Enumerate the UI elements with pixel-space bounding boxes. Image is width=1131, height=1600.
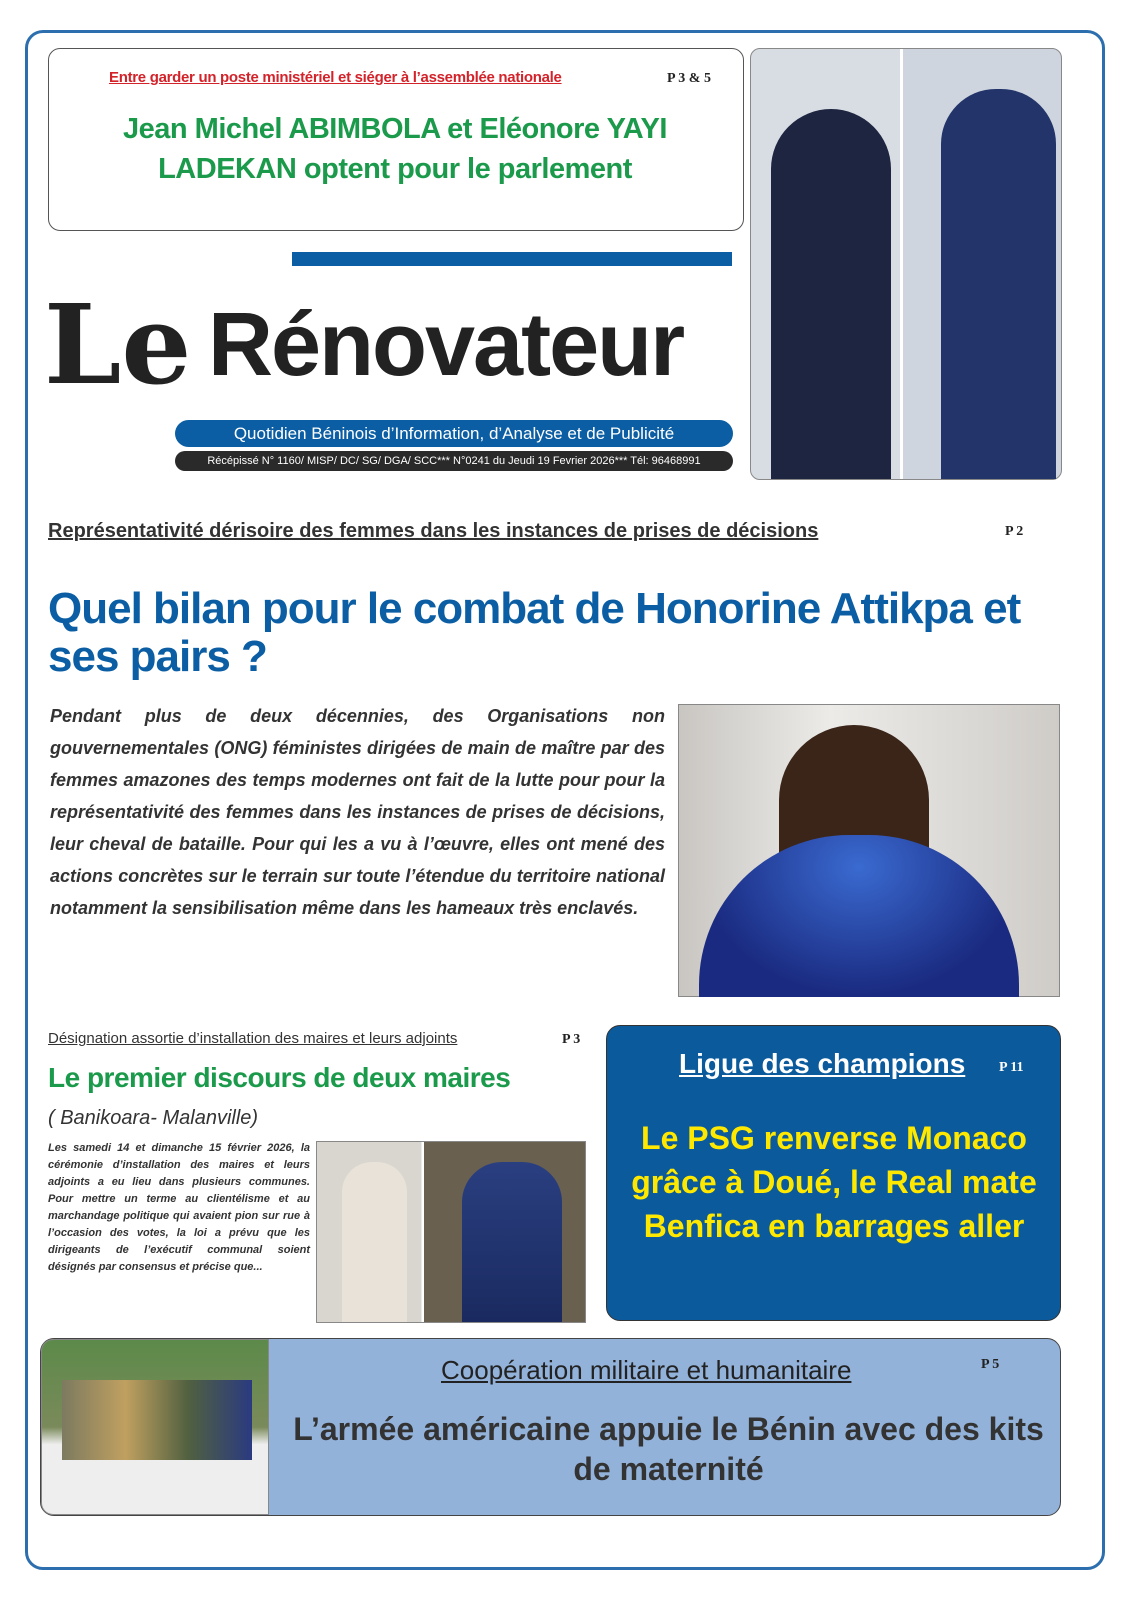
man-figure	[941, 89, 1056, 479]
masthead-tagline: Quotidien Béninois d’Information, d’Analyse et de Publicité	[175, 420, 733, 447]
main-story-page: P 2	[1005, 524, 1024, 539]
masthead-le: Le	[44, 280, 192, 409]
sports-story-kicker: Ligue des champions	[679, 1048, 966, 1079]
top-story-kicker: Entre garder un poste ministériel et siéger à l’assemblée nationale	[109, 69, 562, 86]
military-story-kicker: Coopération militaire et humanitaire	[441, 1355, 852, 1385]
top-story-headline-line2: LADEKAN optent pour le parlement	[158, 153, 632, 185]
mayors-story-headline[interactable]: Le premier discours de deux maires	[48, 1062, 511, 1093]
mayors-story-page: P 3	[562, 1032, 581, 1047]
mayors-story-subhead: ( Banikoara- Malanville)	[48, 1107, 259, 1129]
military-story-box[interactable]	[40, 1338, 1061, 1516]
top-story-headline	[63, 109, 727, 189]
sports-story-box[interactable]	[606, 1025, 1061, 1321]
top-story-headline-line1: Jean Michel ABIMBOLA et Eléonore YAYI	[123, 113, 667, 145]
woman-figure	[771, 109, 891, 479]
portrait-dress	[699, 835, 1019, 997]
top-story-page: P 3 & 5	[667, 71, 711, 86]
military-photo	[41, 1339, 269, 1515]
military-story-headline: L’armée américaine appuie le Bénin avec des kits de maternité	[293, 1411, 1044, 1487]
military-story-page: P 5	[981, 1357, 1000, 1372]
mayors-photo	[316, 1141, 586, 1323]
mayor-right-figure	[462, 1162, 562, 1322]
honorine-photo	[678, 704, 1060, 997]
mayor-left-figure	[342, 1162, 407, 1322]
masthead-bar	[292, 252, 732, 266]
mayors-story-kicker: Désignation assortie d’installation des maires et leurs adjoints	[48, 1030, 458, 1047]
main-story-headline[interactable]: Quel bilan pour le combat de Honorine Attikpa et ses pairs ?	[48, 584, 1021, 681]
sports-story-headline: Le PSG renverse Monaco grâce à Doué, le Real mate Benfica en barrages aller	[631, 1120, 1037, 1244]
masthead-title: Rénovateur	[208, 295, 684, 395]
main-story-kicker: Représentativité dérisoire des femmes dans les instances de prises de décisions	[48, 520, 819, 542]
mayors-story-body: Les samedi 14 et dimanche 15 février 2026, la cérémonie d’installation des maires et leurs adjoints a eu lieu dans plusieurs communes. Pour mettre un terme au clientélisme et au marchandage politique qui avaient pion sur rue à l’occasion des votes, la loi a prévu que les dirigeants de l’exécutif communal soient désignés par consensus et précise que...	[48, 1142, 310, 1273]
top-story-box[interactable]	[48, 48, 744, 231]
masthead-registration: Récépissé N° 1160/ MISP/ DC/ SG/ DGA/ SCC*** N°0241 du Jeudi 19 Fevrier 2026*** Tél: 96468991	[175, 451, 733, 471]
soldiers-group	[62, 1380, 252, 1460]
ministers-photo	[750, 48, 1062, 480]
main-story-body: Pendant plus de deux décennies, des Organisations non gouvernementales (ONG) féministes dirigées de main de maître par des femmes amazones des temps modernes ont fait de la lutte pour pour la représentativité des femmes dans les instances de prises de décisions, leur cheval de bataille. Pour qui les a vu à l’œuvre, elles ont mené des actions concrètes sur le terrain sur toute l’étendue du territoire national notamment la sensibilisation même dans les hameaux très enclavés.	[50, 706, 665, 918]
sports-story-page: P 11	[999, 1060, 1024, 1075]
